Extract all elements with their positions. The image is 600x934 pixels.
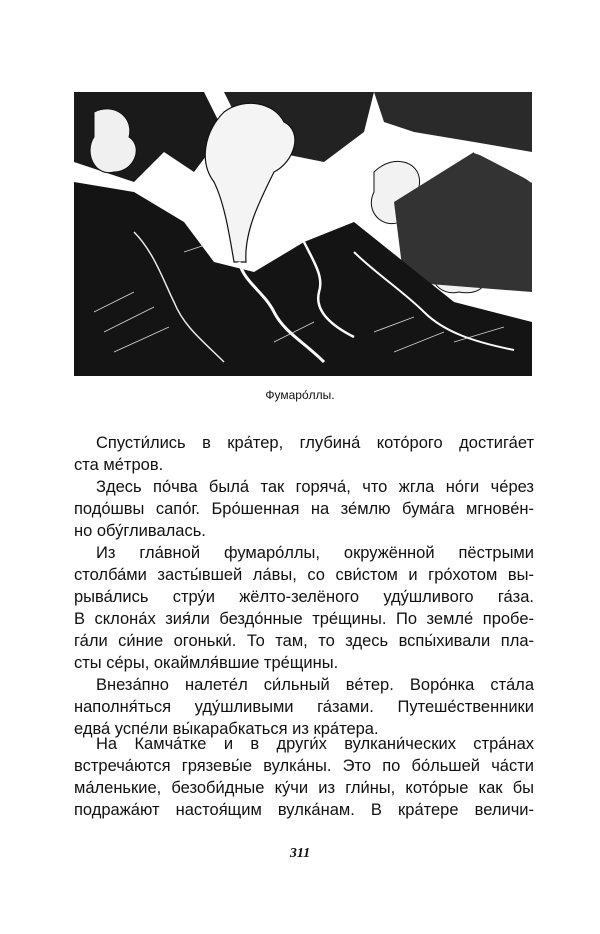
main-text-continued [74, 733, 534, 821]
paragraph [74, 476, 534, 542]
text-line: сты се́ры, окаймля́вшие тре́щины. [74, 654, 339, 672]
text-line: ста ме́тров. [74, 456, 164, 474]
page-number: 311 [289, 846, 311, 861]
text-line: Внеза́пно налете́л си́льный ве́тер. Воро́нка ста́ла [96, 676, 534, 694]
text-line: рыва́лись стру́и жёлто-зелёного уду́шливого га́за. [74, 588, 534, 606]
paragraph [74, 432, 534, 476]
text-line: столба́ми засты́вшей ла́вы, со сви́стом и гро́хотом вы- [74, 566, 534, 584]
paragraph [74, 542, 534, 674]
figure-caption: Фумаро́ллы. [265, 388, 335, 402]
text-line: но обу́гливалась. [74, 522, 206, 540]
text-line: подража́ют настоя́щим вулка́нам. В кра́тере величи- [74, 801, 534, 819]
text-line: встреча́ются грязевы́е вулка́ны. Это по бо́льшей ча́сти [74, 757, 534, 775]
main-text [74, 432, 534, 740]
text-line: Из гла́вной фумаро́ллы, окружённой пёстрыми [96, 544, 534, 562]
text-line: ма́ленькие, безоби́дные ку́чи из гли́ны, кото́рые как бы [74, 779, 534, 797]
paragraph [74, 674, 534, 740]
fumaroles-illustration [74, 92, 532, 376]
text-line: наполня́ться уду́шливыми га́зами. Путеше́ственники [74, 698, 534, 716]
text-line: В склона́х зия́ли бездо́нные тре́щины. По земле́ пробе- [74, 610, 534, 628]
text-line: Спусти́лись в кра́тер, глубина́ кото́рого достига́ет [96, 434, 534, 452]
text-line: га́ли си́ние огоньки́. То там, то здесь вспы́хивали пла- [74, 632, 534, 650]
text-line: подо́швы сапо́г. Бро́шенная на зе́млю бума́га мгнове́н- [74, 500, 534, 518]
text-line: Здесь по́чва была́ так горяча́, что жгла но́ги че́рез [96, 478, 534, 496]
paragraph [74, 733, 534, 821]
text-line: На Камча́тке и в други́х вулкани́ческих стра́нах [96, 735, 534, 753]
text-line: едва́ успе́ли вы́карабкаться из кра́тера. [74, 720, 379, 738]
